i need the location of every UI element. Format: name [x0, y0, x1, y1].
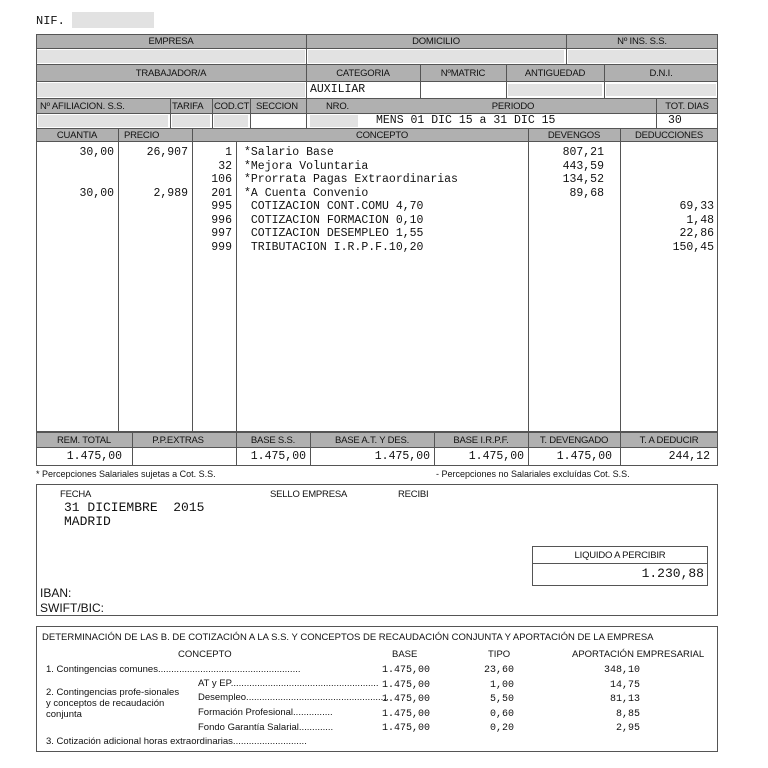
code-cell: 995 [211, 200, 232, 213]
label-empresa: EMPRESA [148, 36, 194, 47]
code-cell: 201 [211, 186, 232, 200]
note-no-salariales: - Percepciones no Salariales excluídas Cot. S.S. [436, 469, 630, 479]
deduccion-cell: 22,86 [679, 227, 714, 240]
label-dni: D.N.I. [649, 68, 673, 79]
label-base-ss: BASE S.S. [250, 435, 296, 446]
label-concepto: CONCEPTO [355, 130, 409, 141]
det-row1-label: 1. Contingencias comunes...................................................... [46, 664, 301, 675]
det-base-cell: 1.475,00 [382, 723, 431, 734]
codct-redacted [214, 115, 248, 127]
det-tipo-cell: 0,20 [489, 723, 514, 734]
label-swift: SWIFT/BIC: [40, 601, 104, 615]
det-col-base-values [382, 664, 430, 737]
label-precio: PRECIO [124, 130, 160, 141]
label-matric: NºMATRIC [440, 68, 486, 79]
det-base-cell: 1.475,00 [382, 694, 431, 705]
code-cell: 997 [211, 227, 232, 240]
col-divider [528, 128, 529, 432]
empresa-redacted [37, 50, 305, 63]
cuantia-cell [38, 160, 114, 174]
domicilio-redacted [308, 50, 564, 63]
nif-label: NIF. [36, 14, 65, 28]
determinacion-title: DETERMINACIÓN DE LAS B. DE COTIZACIÓN A LA S.S. Y CONCEPTOS DE RECAUDACIÓN CONJUNTA Y APORTACIÓN DE LA EMPRESA [42, 632, 654, 643]
label-antiguedad: ANTIGUEDAD [524, 68, 586, 79]
note-salariales: * Percepciones Salariales sujetas a Cot. S.S. [36, 469, 216, 479]
tarifa-redacted [172, 115, 210, 127]
divider [170, 98, 171, 128]
label-t-devengado: T. DEVENGADO [539, 435, 609, 446]
det-aport-cell: 348,10 [603, 665, 640, 676]
divider [604, 64, 605, 98]
divider [532, 563, 708, 564]
label-liquido: LIQUIDO A PERCIBIR [574, 550, 666, 561]
cuantia-cell: 30,00 [79, 146, 114, 159]
divider [250, 98, 251, 128]
precio-cell [120, 173, 188, 187]
ins-ss-redacted [568, 50, 717, 63]
label-pp-extras: P.P.EXTRAS [152, 435, 204, 446]
trabajador-redacted [37, 83, 305, 97]
concepto-cell: COTIZACION DESEMPLEO 1,55 [244, 227, 424, 240]
label-seccion: SECCION [256, 101, 298, 112]
label-deducciones: DEDUCCIONES [634, 130, 703, 141]
label-base-at: BASE A.T. Y DES. [334, 435, 410, 446]
periodo-value: MENS 01 DIC 15 a 31 DIC 15 [376, 114, 556, 127]
col-divider [118, 128, 119, 432]
det-sub-label: AT y EP........................................................ [198, 678, 379, 689]
det-tipo-cell: 0,60 [489, 708, 514, 720]
col-divider [236, 142, 237, 432]
divider [306, 98, 307, 128]
nif-redacted [72, 12, 154, 28]
total-t-devengado: 1.475,00 [556, 450, 612, 463]
label-iban: IBAN: [40, 586, 72, 600]
label-categoria: CATEGORIA [336, 68, 390, 79]
devengo-cell: 807,21 [562, 146, 604, 159]
det-sub-label: Desempleo...................................................... [198, 692, 389, 703]
border-right [717, 49, 718, 135]
label-base-irpf: BASE I.R.P.F. [453, 435, 509, 446]
det-col-base: BASE [392, 649, 418, 660]
label-recibi: RECIBI [398, 489, 429, 500]
det-tipo-cell: 23,60 [483, 665, 514, 676]
col-divider [192, 128, 193, 432]
det-aport-cell: 8,85 [615, 708, 640, 720]
label-nro: NRO. [326, 101, 349, 112]
deduccion-cell: 150,45 [672, 240, 714, 254]
dni-redacted [606, 84, 716, 96]
label-t-deducir: T. A DEDUCIR [639, 435, 699, 446]
concepto-cell: *Prorrata Pagas Extraordinarias [244, 173, 458, 186]
label-afiliacion: Nº AFILIACION. S.S. [40, 101, 125, 112]
col-concepto [244, 146, 526, 254]
det-tipo-cell: 1,00 [489, 679, 514, 691]
divider [306, 64, 307, 98]
concepto-cell: COTIZACION CONT.COMU 4,70 [244, 200, 424, 213]
total-base-irpf: 1.475,00 [468, 450, 524, 463]
deduccion-cell [622, 173, 714, 187]
fecha-date: 31 DICIEMBRE 2015 [64, 500, 205, 515]
det-col-tipo-values [466, 664, 514, 737]
code-cell: 32 [218, 159, 232, 173]
label-sello: SELLO EMPRESA [270, 489, 348, 500]
det-sub-label: Formación Profesional............... [198, 707, 333, 718]
cuantia-cell [38, 173, 114, 187]
det-sub-label: Fondo Garantía Salarial............. [198, 722, 334, 733]
divider [420, 64, 421, 98]
label-domicilio: DOMICILIO [412, 36, 460, 47]
label-devengos: DEVENGOS [547, 130, 601, 141]
det-col-aport-values [590, 664, 640, 737]
det-base-cell: 1.475,00 [382, 679, 431, 691]
code-cell: 996 [211, 213, 232, 227]
label-fecha: FECHA [60, 489, 92, 500]
label-trabajador: TRABAJADOR/A [135, 68, 207, 79]
det-tipo-cell: 5,50 [489, 694, 514, 705]
divider [132, 432, 133, 466]
total-t-deducir: 244,12 [668, 450, 710, 463]
col-code [194, 146, 232, 254]
det-row2-label: 2. Contingencias profe-sionales y conceptos de recaudación conjunta [46, 687, 180, 720]
label-totdias: TOT. DIAS [665, 101, 709, 112]
det-aport-cell: 14,75 [609, 679, 640, 691]
antiguedad-redacted [508, 84, 602, 96]
total-base-at: 1.475,00 [374, 450, 430, 463]
categoria-value: AUXILIAR [310, 83, 366, 96]
concepto-cell: *Salario Base [244, 146, 334, 159]
concepto-cell: *A Cuenta Convenio [244, 186, 369, 200]
divider [566, 34, 567, 64]
concepto-cell: *Mejora Voluntaria [244, 159, 369, 173]
totdias-value: 30 [668, 114, 682, 127]
liquido-value: 1.230,88 [641, 566, 704, 581]
det-row3-label: 3. Cotización adicional horas extraordinarias............................ [46, 736, 307, 747]
label-ins-ss: Nº INS. S.S. [617, 36, 667, 47]
cuantia-cell: 30,00 [79, 186, 114, 200]
divider [212, 98, 213, 128]
label-rem-total: REM. TOTAL [57, 435, 111, 446]
code-cell: 999 [211, 240, 232, 254]
fecha-city: MADRID [64, 514, 111, 529]
col-devengos [530, 146, 604, 200]
devengo-cell: 89,68 [569, 186, 604, 200]
label-tarifa: TARIFA [172, 101, 204, 112]
nro-redacted [310, 115, 358, 127]
det-col-concepto: CONCEPTO [178, 649, 232, 660]
det-col-aportacion: APORTACIÓN EMPRESARIAL [572, 649, 705, 660]
devengo-cell: 134,52 [562, 173, 604, 186]
deduccion-cell [622, 187, 714, 201]
label-cuantia: CUANTIA [56, 130, 98, 141]
divider [656, 98, 657, 128]
det-aport-cell: 2,95 [615, 723, 640, 734]
col-deducciones [622, 146, 714, 254]
divider [506, 64, 507, 98]
precio-cell [120, 160, 188, 174]
col-divider [620, 128, 621, 432]
det-base-cell: 1.475,00 [382, 665, 431, 676]
precio-cell: 26,907 [146, 146, 188, 159]
col-precio [120, 146, 188, 200]
det-col-tipo: TIPO [488, 649, 511, 660]
det-aport-cell: 81,13 [609, 694, 640, 705]
deduccion-cell [622, 160, 714, 174]
devengo-cell: 443,59 [562, 159, 604, 173]
code-cell: 106 [211, 173, 232, 186]
concepto-cell: COTIZACION FORMACION 0,10 [244, 213, 424, 227]
label-periodo: PERIODO [491, 101, 535, 112]
code-cell: 1 [225, 146, 232, 159]
deduccion-cell: 1,48 [686, 213, 714, 227]
total-rem-total: 1.475,00 [66, 450, 122, 463]
label-codct: COD.CT [214, 101, 250, 112]
col-cuantia [38, 146, 114, 200]
det-base-cell: 1.475,00 [382, 708, 431, 720]
deduccion-cell [622, 146, 714, 160]
concepto-cell: TRIBUTACION I.R.P.F.10,20 [244, 240, 424, 254]
afiliacion-redacted [38, 115, 168, 127]
deduccion-cell: 69,33 [679, 200, 714, 213]
total-base-ss: 1.475,00 [250, 450, 306, 463]
precio-cell: 2,989 [153, 186, 188, 200]
divider [306, 34, 307, 64]
